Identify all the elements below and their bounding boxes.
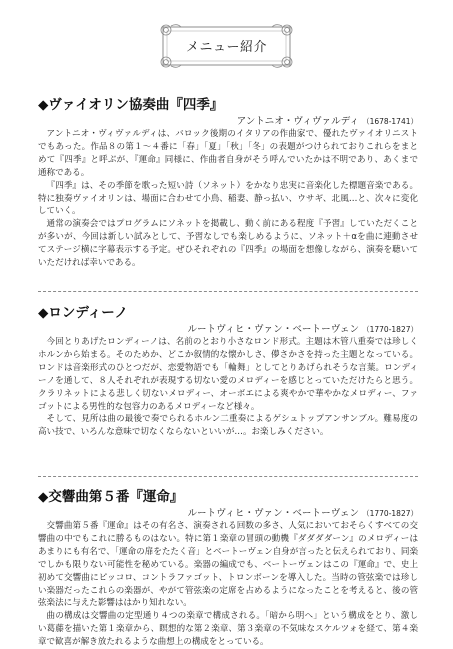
section-symphony-5 xyxy=(38,489,418,649)
page-title: メニュー紹介 xyxy=(185,40,267,55)
section-divider xyxy=(38,291,418,292)
section-heading: ◆交響曲第５番『運命』 xyxy=(38,489,184,505)
paragraph: 『四季』は、その季節を歌った短い詩（ソネット）をかなり忠実に音楽化した標題音楽である。特に独奏ヴァイオリンは、場面に合わせて小鳥、稲妻、静っ払い、ウサギ、北風…と、次々に変化していく。 xyxy=(38,180,418,217)
section-heading: ◆ヴァイオリン協奏曲『四季』 xyxy=(38,97,224,113)
composer-years: （1678-1741） xyxy=(362,117,418,126)
composer-line xyxy=(38,115,418,128)
composer-years: （1770-1827） xyxy=(362,509,418,518)
paragraph: アントニオ・ヴィヴァルディは、バロック後期のイタリアの作曲家で、優れたヴァイオリニストでもあった。作品８の第１～４番に「春」「夏」「秋」「冬」の表題がつけられておりこれらをまとめて『四季』と呼ぶが、『運命』同様に、作曲者自身がそう呼んでいたかは不明であり、あくまで通称である。 xyxy=(38,129,418,178)
paragraph: 今回とりあげたロンディーノは、名前のとおり小さなロンド形式。主題は木管八重奏では珍しくホルンから始まる。そのためか、どこか叙情的な懐かしさ、儚さかさを持った主題となっている。ロンドは音楽形式のひとつだが、恋愛物語でも「輪舞」としてとりあげられそうな言葉。ロンディーノを通して、８人それぞれが表現する切ない愛のメロディーを感じとっていただけたらと思う。クラリネットによる悲しく切ないメロディー、オーボエによる爽やかで華やかなメロディー、ファゴットによる男性的な包容力のあるメロディーなど様々。 xyxy=(38,337,418,412)
composer-years: （1770-1827） xyxy=(362,325,418,334)
section-rondino xyxy=(38,305,418,439)
paragraph: 交響曲第５番『運命』はその有名さ、演奏される回数の多さ、人気においておそらくすべての交響曲の中でもこれに勝るものはない。特に第１楽章の冒頭の動機『ダダダダーン』のメロディーはあまりにも有名で、「運命の扉をたたく音」とベートーヴェン自身が言ったと伝えられており、同楽でしかも限りない可能性を秘めている。楽器の編成でも、ベートーヴェンはこの『運命』で、史上初めて交響曲にピッコロ、コントラファゴット、トロンボーンを導入した。当時の管弦楽では珍しい楽器だったこれらの楽器が、やがて管弦楽の定席を占めるようになったことを考えると、後の管弦楽法に与えた影響ははかり知れない。 xyxy=(38,521,418,609)
section-heading: ◆ロンディーノ xyxy=(38,305,129,321)
title-frame xyxy=(159,22,294,70)
composer-name: アントニオ・ヴィヴァルディ xyxy=(236,116,360,127)
section-four-seasons xyxy=(38,97,418,270)
composer-line xyxy=(38,323,418,336)
paragraph: 通常の演奏会ではプログラムにソネットを掲載し、動く前にある程度『予習』していただくことが多いが、今回は新しい試みとして、予習なしでも楽しめるように、ソネット＋αを曲に連動させてステージ横に字幕表示する予定。ぜひそれぞれの『四季』の場面を想像しながら、演奏を聴いていただければ幸いである。 xyxy=(38,219,418,269)
composer-line xyxy=(38,507,418,520)
composer-name: ルートヴィヒ・ヴァン・ベートーヴェン xyxy=(187,324,360,335)
paragraph: そして、見所は曲の最後で奏でられるホルン二重奏によるゲシュトップアンサンブル。難易度の高い技で、いろんな意味で切なくならないといいが…。お楽しみください。 xyxy=(38,414,418,438)
paragraph: 曲の構成は交響曲の定型通り４つの楽章で構成される。「暗から明へ」という構成をとり、激しい葛藤を描いた第１楽章から、瞑想的な第２楽章、第３楽章の不気味なスケルツォを経て、第４楽章で歓喜が解き放たれるような曲想上の構成をとっている。 xyxy=(38,611,418,648)
section-divider xyxy=(38,476,418,477)
composer-name: ルートヴィヒ・ヴァン・ベートーヴェン xyxy=(187,508,360,519)
